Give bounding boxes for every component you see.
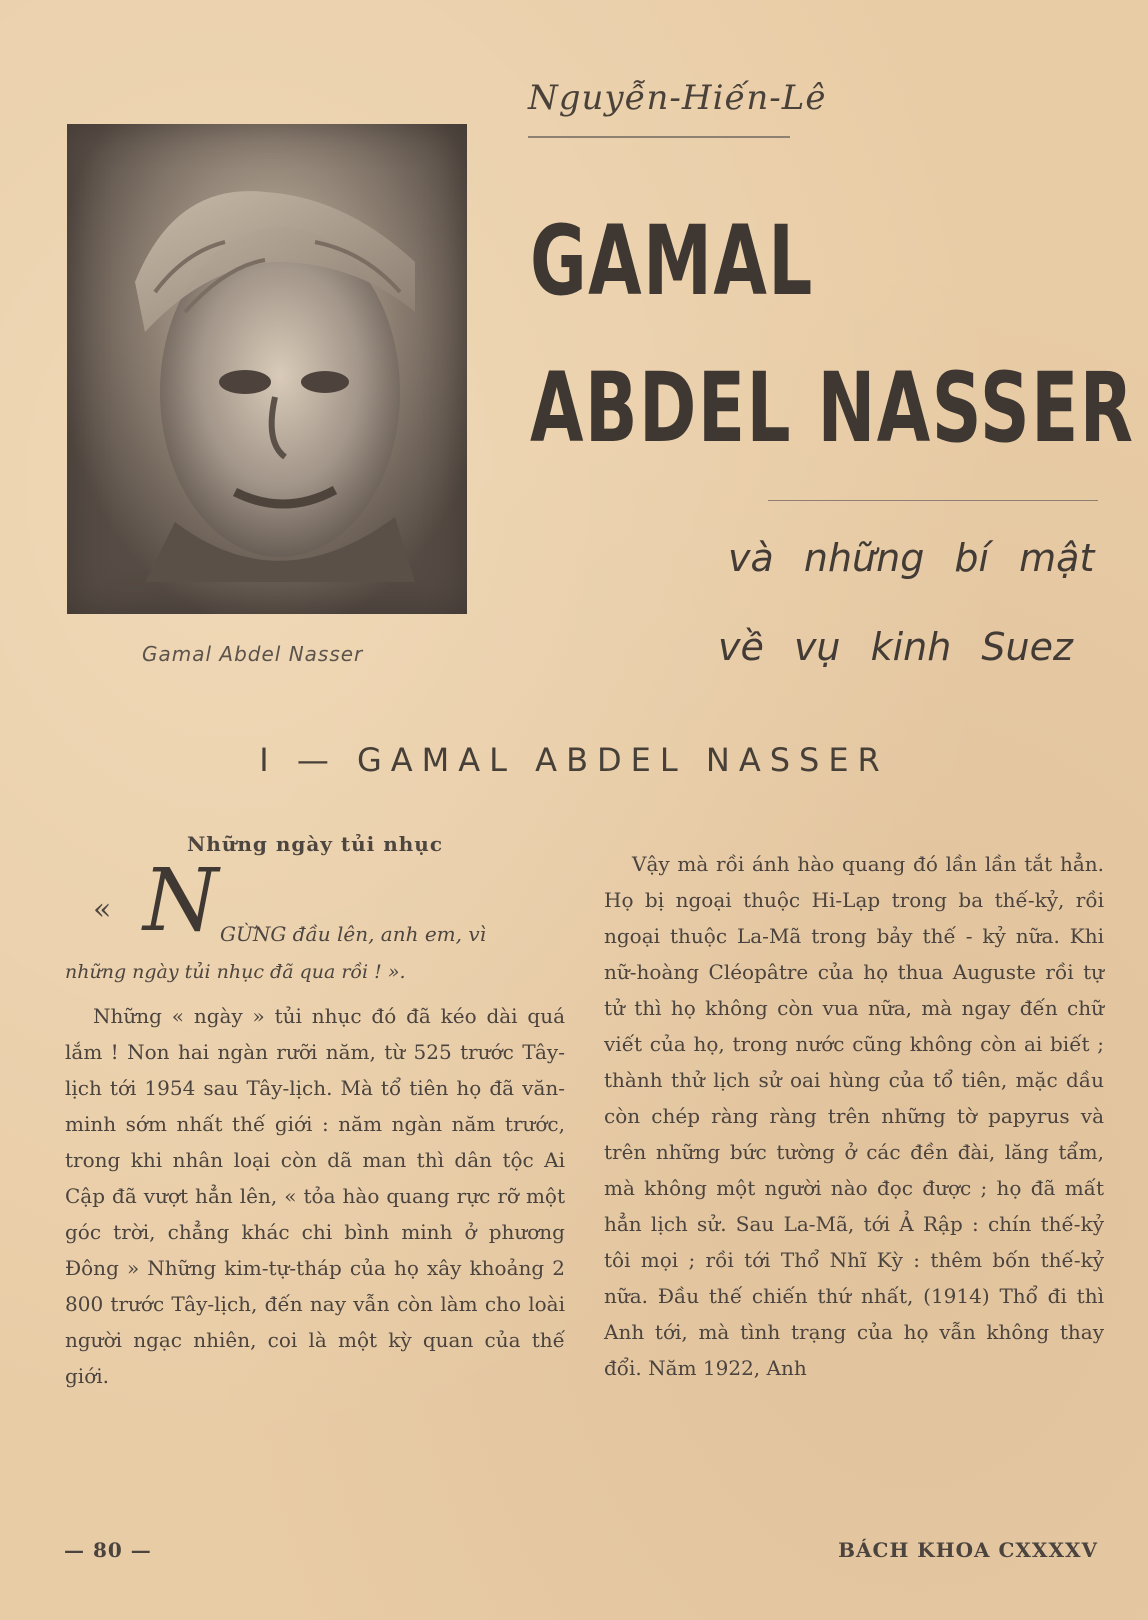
article-subtitle-line-1: và những bí mật — [728, 536, 1095, 580]
section-heading: I — GAMAL ABDEL NASSER — [259, 741, 889, 779]
right-column — [604, 846, 1104, 1386]
quote-first-line: GỪNG đầu lên, anh em, vì — [220, 922, 487, 946]
quote-mark: « — [93, 892, 112, 927]
article-title-line-1: GAMAL — [530, 205, 814, 317]
opening-quote — [65, 851, 565, 984]
author-signature: Nguyễn-Hiến-Lê — [528, 78, 827, 118]
page-number: — 80 — — [64, 1538, 152, 1562]
portrait-figure — [115, 142, 435, 582]
drop-cap: N — [143, 851, 219, 951]
title-divider — [768, 500, 1098, 501]
left-paragraph: Những « ngày » tủi nhục đó đã kéo dài quá lắm ! Non hai ngàn rưỡi năm, từ 525 trước Tây-lịch tới 1954 sau Tây-lịch. Mà tổ tiên họ đã văn-minh sớm nhất thế giới : năm ngàn năm trước, trong khi nhân loại còn dã man thì dân tộc Ai Cập đã vượt hẳn lên, « tỏa hào quang rực rỡ một góc trời, chẳng khác chi bình minh ở phương Đông » Những kim-tự-tháp của họ xây khoảng 2 800 trước Tây-lịch, đến nay vẫn còn làm cho loài người ngạc nhiên, coi là một kỳ quan của thế giới. — [65, 1004, 565, 1388]
photo-caption: Gamal Abdel Nasser — [142, 642, 364, 666]
author-underline — [528, 136, 790, 138]
magazine-name: BÁCH KHOA CXXXXV — [838, 1538, 1098, 1562]
left-column — [65, 826, 565, 1394]
portrait-photo — [67, 124, 467, 614]
subheading: Những ngày tủi nhục — [186, 832, 444, 856]
article-title-line-2: ABDEL NASSER — [530, 352, 1135, 464]
quote-second-line: những ngày tủi nhục đã qua rồi ! ». — [65, 961, 406, 983]
right-paragraph: Vậy mà rồi ánh hào quang đó lần lần tắt hẳn. Họ bị ngoại thuộc Hi-Lạp trong ba thế-kỷ, rồi ngoại thuộc La-Mã trong bảy thế - kỷ nữa. Khi nữ-hoàng Cléopâtre của họ thua Auguste rồi tự tử thì họ không còn vua nữa, mà ngay đến chữ viết của họ, trong nước cũng không còn ai biết ; thành thử lịch sử oai hùng của tổ tiên, mặc dầu còn chép ràng ràng trên những tờ papyrus và trên những bức tường ở các đền đài, lăng tẩm, mà không một người nào đọc được ; họ đã mất hẳn lịch sử. Sau La-Mã, tới Ả Rập : chín thế-kỷ tôi mọi ; rồi tới Thổ Nhĩ Kỳ : thêm bốn thế-kỷ nữa. Đầu thế chiến thứ nhất, (1914) Thổ đi thì Anh tới, mà tình trạng của họ vẫn không thay đổi. Năm 1922, Anh — [604, 852, 1104, 1380]
article-subtitle-line-2: về vụ kinh Suez — [718, 625, 1073, 669]
